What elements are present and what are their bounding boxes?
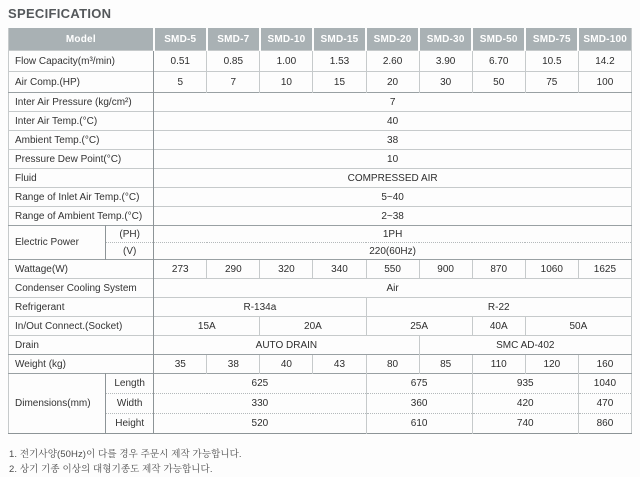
model-header: SMD-75 <box>525 28 578 51</box>
spec-value: 2~38 <box>154 207 632 226</box>
spec-value: 1PH <box>154 226 632 243</box>
row-label: Wattage(W) <box>9 260 154 279</box>
spec-value: 675 <box>366 374 472 394</box>
spec-row-wattage <box>9 260 632 279</box>
spec-value: 900 <box>419 260 472 279</box>
model-header: SMD-30 <box>419 28 472 51</box>
spec-value: 15A <box>154 317 260 336</box>
spec-value: 120 <box>525 355 578 374</box>
spec-value: 35 <box>154 355 207 374</box>
table-header <box>9 28 632 51</box>
spec-value: 1040 <box>578 374 631 394</box>
spec-value: 2.60 <box>366 51 419 72</box>
spec-row-air-comp <box>9 72 632 93</box>
spec-value: 740 <box>472 414 578 434</box>
spec-value: R-134a <box>154 298 366 317</box>
specification-table <box>8 28 632 434</box>
spec-value: 550 <box>366 260 419 279</box>
spec-value: 420 <box>472 394 578 414</box>
row-label: Range of Ambient Temp.(°C) <box>9 207 154 226</box>
spec-value: 110 <box>472 355 525 374</box>
spec-value: 470 <box>578 394 631 414</box>
group-label: Electric Power <box>9 226 106 260</box>
spec-row-inout-connect-socket <box>9 317 632 336</box>
spec-value: SMC AD-402 <box>419 336 631 355</box>
row-label: Inter Air Pressure (kg/cm²) <box>9 93 154 112</box>
spec-value: 5 <box>154 72 207 93</box>
spec-value: 1625 <box>578 260 631 279</box>
sub-label: (V) <box>106 243 154 260</box>
spec-value: 340 <box>313 260 366 279</box>
spec-value: AUTO DRAIN <box>154 336 419 355</box>
spec-value: 25A <box>366 317 472 336</box>
model-header: SMD-100 <box>578 28 631 51</box>
row-label: Inter Air Temp.(°C) <box>9 112 154 131</box>
model-row <box>9 28 632 51</box>
model-header: SMD-5 <box>154 28 207 51</box>
spec-row-drain <box>9 336 632 355</box>
spec-value: 10.5 <box>525 51 578 72</box>
spec-value: 1.53 <box>313 51 366 72</box>
spec-value: 10 <box>154 150 632 169</box>
model-header: SMD-10 <box>260 28 313 51</box>
spec-value: 50 <box>472 72 525 93</box>
table-body <box>9 51 632 434</box>
spec-value: 330 <box>154 394 366 414</box>
footnote-1: 1. 전기사양(50Hz)이 다를 경우 주문시 제작 가능합니다. <box>9 449 242 460</box>
spec-value: 860 <box>578 414 631 434</box>
row-label: Drain <box>9 336 154 355</box>
spec-value: 14.2 <box>578 51 631 72</box>
spec-value: 1.00 <box>260 51 313 72</box>
spec-row-fluid <box>9 169 632 188</box>
sub-label: (PH) <box>106 226 154 243</box>
spec-value: Air <box>154 279 632 298</box>
spec-value: 870 <box>472 260 525 279</box>
row-label: Fluid <box>9 169 154 188</box>
spec-value: 935 <box>472 374 578 394</box>
row-label: In/Out Connect.(Socket) <box>9 317 154 336</box>
spec-value: 50A <box>525 317 631 336</box>
spec-value: 80 <box>366 355 419 374</box>
page-title: SPECIFICATION <box>8 6 112 21</box>
spec-row-range-inlet-air-temp <box>9 188 632 207</box>
spec-row-condenser-cooling-system <box>9 279 632 298</box>
spec-value: 0.51 <box>154 51 207 72</box>
model-header: SMD-50 <box>472 28 525 51</box>
spec-value: 160 <box>578 355 631 374</box>
row-label: Range of Inlet Air Temp.(°C) <box>9 188 154 207</box>
spec-row-flow-capacity <box>9 51 632 72</box>
spec-value: COMPRESSED AIR <box>154 169 632 188</box>
spec-value: 20A <box>260 317 366 336</box>
spec-value: 520 <box>154 414 366 434</box>
spec-value: 40 <box>154 112 632 131</box>
spec-value: 0.85 <box>207 51 260 72</box>
spec-value: 30 <box>419 72 472 93</box>
group-label: Dimensions(mm) <box>9 374 106 434</box>
footnotes <box>9 447 632 477</box>
sub-label: Height <box>106 414 154 434</box>
footnote-2: 2. 상기 기종 이상의 대형기종도 제작 가능합니다. <box>9 464 213 475</box>
spec-value: 6.70 <box>472 51 525 72</box>
spec-value: 7 <box>207 72 260 93</box>
row-label: Ambient Temp.(°C) <box>9 131 154 150</box>
row-label: Condenser Cooling System <box>9 279 154 298</box>
sub-label: Width <box>106 394 154 414</box>
spec-value: 3.90 <box>419 51 472 72</box>
row-label: Air Comp.(HP) <box>9 72 154 93</box>
model-corner-header: Model <box>9 28 154 51</box>
spec-row-pressure-dew-point <box>9 150 632 169</box>
spec-row-inter-air-temp <box>9 112 632 131</box>
spec-value: R-22 <box>366 298 631 317</box>
spec-value: 10 <box>260 72 313 93</box>
spec-row-range-ambient-temp <box>9 207 632 226</box>
row-label: Refrigerant <box>9 298 154 317</box>
spec-value: 1060 <box>525 260 578 279</box>
spec-row-electric-power-ph <box>9 226 632 243</box>
spec-value: 38 <box>207 355 260 374</box>
sub-label: Length <box>106 374 154 394</box>
spec-value: 43 <box>313 355 366 374</box>
spec-value: 290 <box>207 260 260 279</box>
spec-row-weight <box>9 355 632 374</box>
spec-value: 85 <box>419 355 472 374</box>
spec-value: 100 <box>578 72 631 93</box>
spec-value: 625 <box>154 374 366 394</box>
spec-value: 15 <box>313 72 366 93</box>
spec-row-refrigerant <box>9 298 632 317</box>
spec-value: 320 <box>260 260 313 279</box>
spec-row-dimensions-length <box>9 374 632 394</box>
spec-value: 7 <box>154 93 632 112</box>
spec-row-inter-air-pressure <box>9 93 632 112</box>
row-label: Weight (kg) <box>9 355 154 374</box>
row-label: Flow Capacity(m³/min) <box>9 51 154 72</box>
spec-row-ambient-temp <box>9 131 632 150</box>
spec-value: 360 <box>366 394 472 414</box>
model-header: SMD-7 <box>207 28 260 51</box>
spec-value: 220(60Hz) <box>154 243 632 260</box>
model-header: SMD-20 <box>366 28 419 51</box>
spec-value: 38 <box>154 131 632 150</box>
spec-value: 5~40 <box>154 188 632 207</box>
model-header: SMD-15 <box>313 28 366 51</box>
spec-value: 40 <box>260 355 313 374</box>
spec-value: 75 <box>525 72 578 93</box>
spec-value: 610 <box>366 414 472 434</box>
spec-value: 273 <box>154 260 207 279</box>
spec-value: 20 <box>366 72 419 93</box>
spec-value: 40A <box>472 317 525 336</box>
row-label: Pressure Dew Point(°C) <box>9 150 154 169</box>
